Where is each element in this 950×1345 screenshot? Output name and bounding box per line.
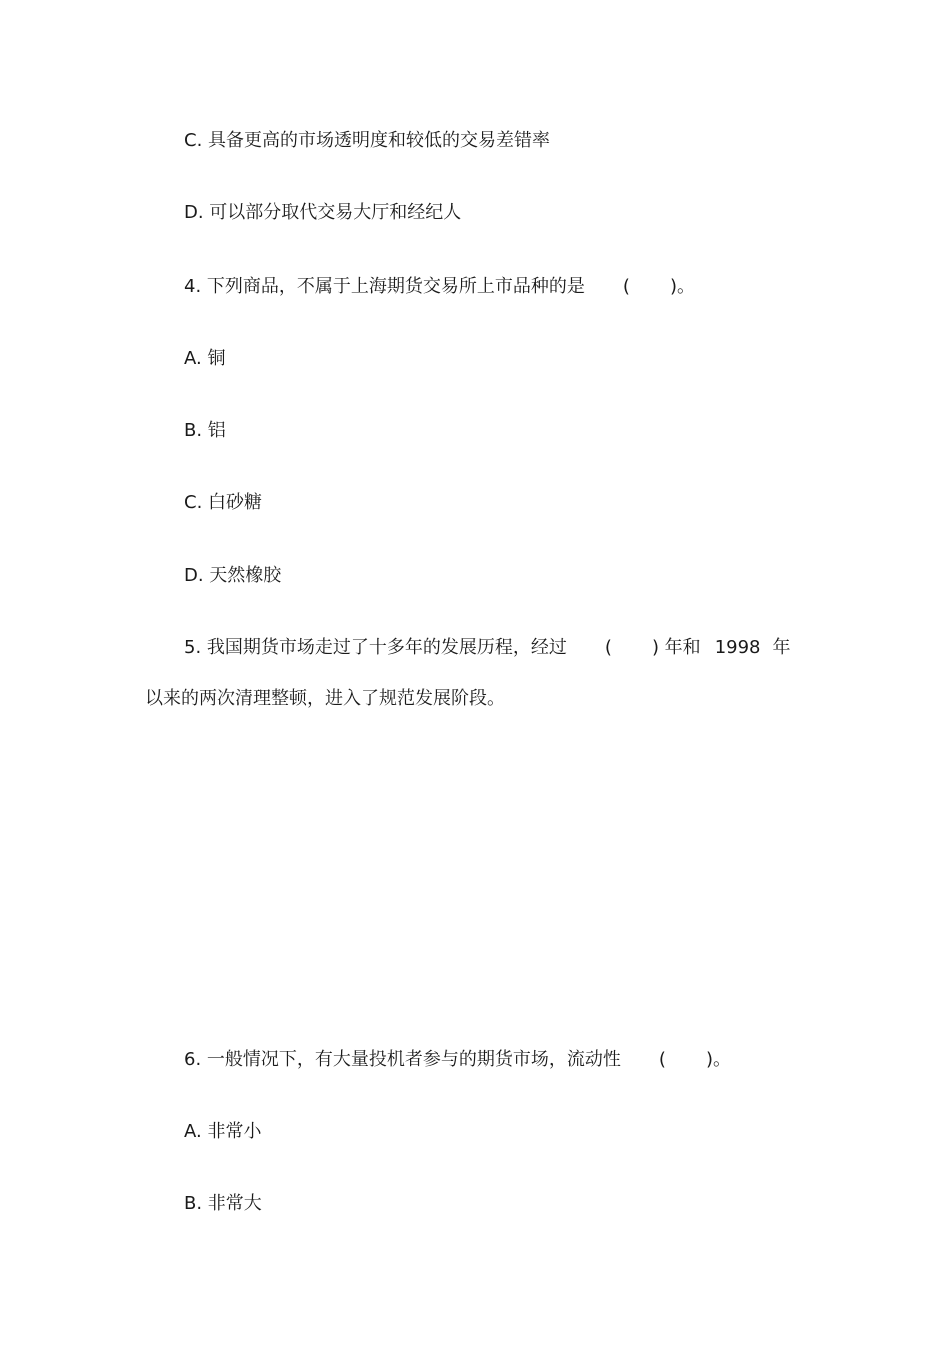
question-5-continuation: 以来的两次清理整顿，进入了规范发展阶段。 bbox=[145, 688, 505, 709]
option-b-line: B. 铝 bbox=[184, 420, 226, 441]
question-4-paren-close: )。 bbox=[669, 276, 695, 297]
question-5-paren-close: ) 年和 bbox=[651, 637, 701, 658]
question-4-paren-open: ( bbox=[622, 276, 630, 297]
question-4-text: 4. 下列商品，不属于上海期货交易所上市品种的是 bbox=[184, 276, 585, 297]
question-5-tail: 年 bbox=[772, 637, 791, 658]
question-5-text: 5. 我国期货市场走过了十多年的发展历程，经过 bbox=[184, 637, 567, 658]
question-6-paren-close: )。 bbox=[705, 1049, 731, 1070]
question-6 bbox=[184, 1049, 731, 1071]
question-5-paren-open: ( bbox=[604, 637, 612, 658]
question-6-text: 6. 一般情况下，有大量投机者参与的期货市场，流动性 bbox=[184, 1049, 621, 1070]
question-5-year: 1998 bbox=[714, 637, 761, 658]
option-c-line-2: C. 白砂糖 bbox=[184, 492, 263, 513]
option-a-line-2: A. 非常小 bbox=[184, 1121, 262, 1142]
option-d-line-2: D. 天然橡胶 bbox=[184, 565, 282, 586]
option-b-line-2: B. 非常大 bbox=[184, 1193, 262, 1214]
option-a-line: A. 铜 bbox=[184, 348, 226, 369]
option-d-line: D. 可以部分取代交易大厅和经纪人 bbox=[184, 202, 462, 223]
question-6-paren-open: ( bbox=[658, 1049, 666, 1070]
question-4 bbox=[184, 276, 695, 298]
option-c-line: C. 具备更高的市场透明度和较低的交易差错率 bbox=[184, 130, 551, 151]
question-5 bbox=[184, 637, 791, 659]
